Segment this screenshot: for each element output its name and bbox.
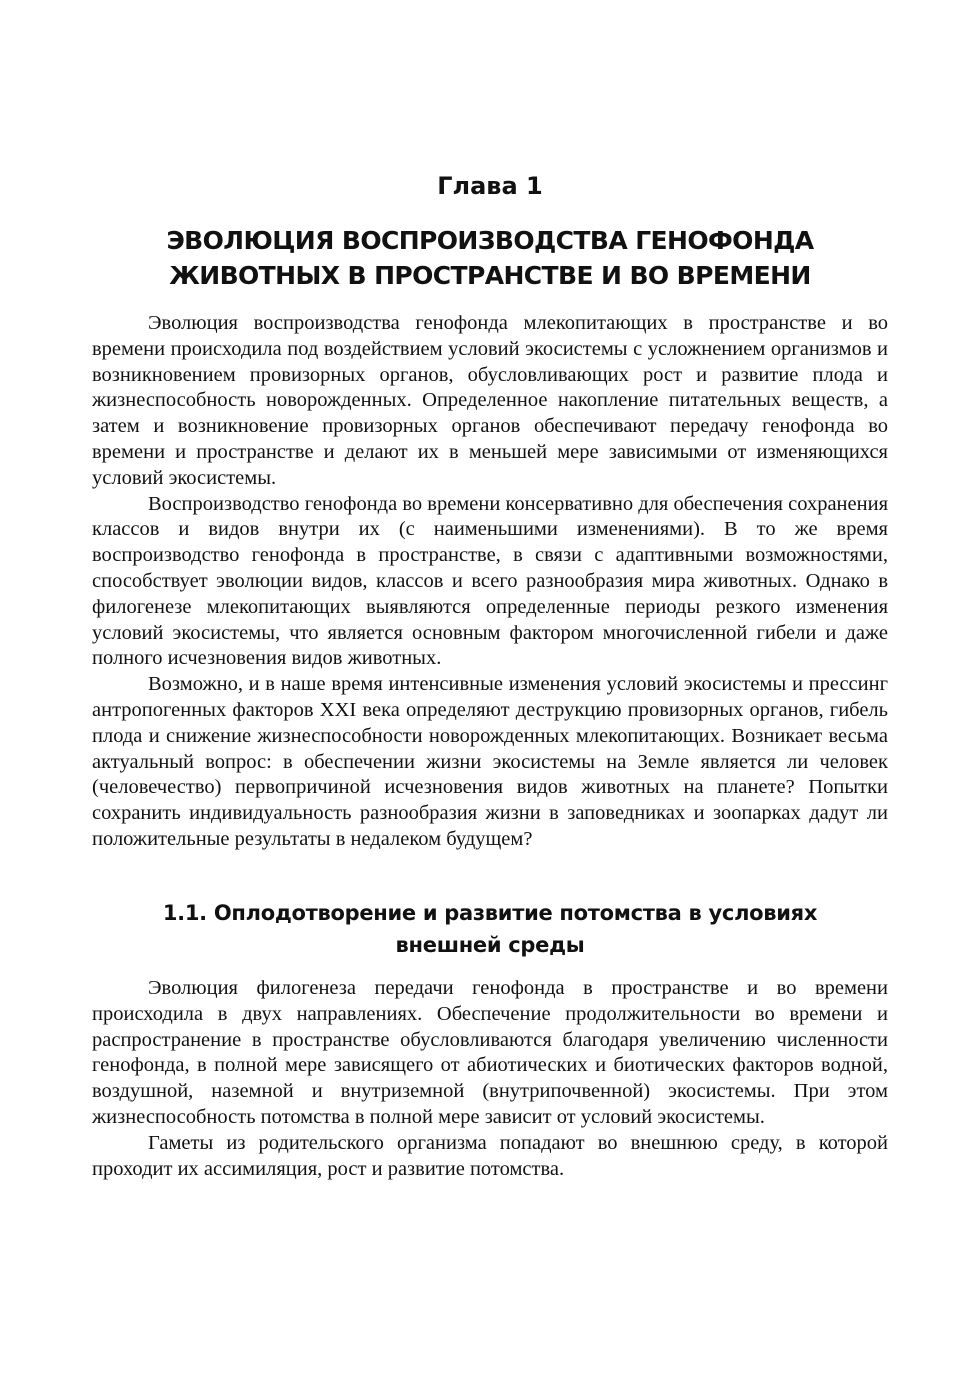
- intro-paragraph-1: Эволюция воспроизводства генофонда млекопитающих в пространстве и во времени происходила под воздействием условий экосистемы с усложнением организмов и возникновением провизорных органов, обусловливающих рост и развитие плода и жизнеспособность новорожденных. Определенное накопление питательных веществ, а затем и возникновение провизорных органов обеспечивают передачу генофонда во времени и пространстве и делают их в меньшей мере зависимыми от изменяющихся условий экосистемы.: [92, 312, 888, 489]
- chapter-label: Глава 1: [437, 172, 543, 200]
- section-paragraph-1: Эволюция филогенеза передачи генофонда в пространстве и во времени происходила в двух направлениях. Обеспечение продолжительности во времени и распространение в пространстве обусловливаются благодаря увеличению численности генофонда, в полной мере зависящего от абиотических и биотических факторов водной, воздушной, наземной и внутриземной (внутрипочвенной) экосистемы. При этом жизнеспособность потомства в полной мере зависит от условий экосистемы.: [92, 977, 888, 1128]
- intro-paragraph-2: Воспроизводство генофонда во времени консервативно для обеспечения сохранения классов и видов внутри их (с наименьшими изменениями). В то же время воспроизводство генофонда в пространстве, в связи с адаптивными возможностями, способствует эволюции видов, классов и всего разнообразия мира животных. Однако в филогенезе млекопитающих выявляются определенные периоды резкого изменения условий экосистемы, что является основным фактором многочисленной гибели и даже полного исчезновения видов животных.: [92, 492, 888, 670]
- section-paragraph-2: Гаметы из родительского организма попадают во внешнюю среду, в которой проходит их ассимиляция, рост и развитие потомства.: [92, 1131, 888, 1180]
- chapter-title: [90, 223, 890, 293]
- section-title-line-1: 1.1. Оплодотворение и развитие потомства в условиях: [162, 901, 818, 925]
- section-title-line-2: внешней среды: [395, 933, 585, 957]
- chapter-intro: [92, 311, 888, 853]
- section-body: [92, 976, 888, 1182]
- intro-paragraph-3: Возможно, и в наше время интенсивные изменения условий экосистемы и прессинг антропогенных факторов XXI века определяют деструкцию провизорных органов, гибель плода и снижение жизнеспособности новорожденных млекопитающих. Возникает весьма актуальный вопрос: в обеспечении жизни экосистемы на Земле является ли человек (человечество) первопричиной исчезновения видов животных на планете? Попытки сохранить индивидуальность разнообразия жизни в заповедниках и зоопарках дадут ли положительные результаты в недалеком будущем?: [92, 673, 888, 850]
- chapter-title-line-2: ЖИВОТНЫХ В ПРОСТРАНСТВЕ И ВО ВРЕМЕНИ: [169, 261, 811, 290]
- chapter-title-line-1: ЭВОЛЮЦИЯ ВОСПРОИЗВОДСТВА ГЕНОФОНДА: [166, 226, 814, 255]
- section-title: [92, 897, 888, 961]
